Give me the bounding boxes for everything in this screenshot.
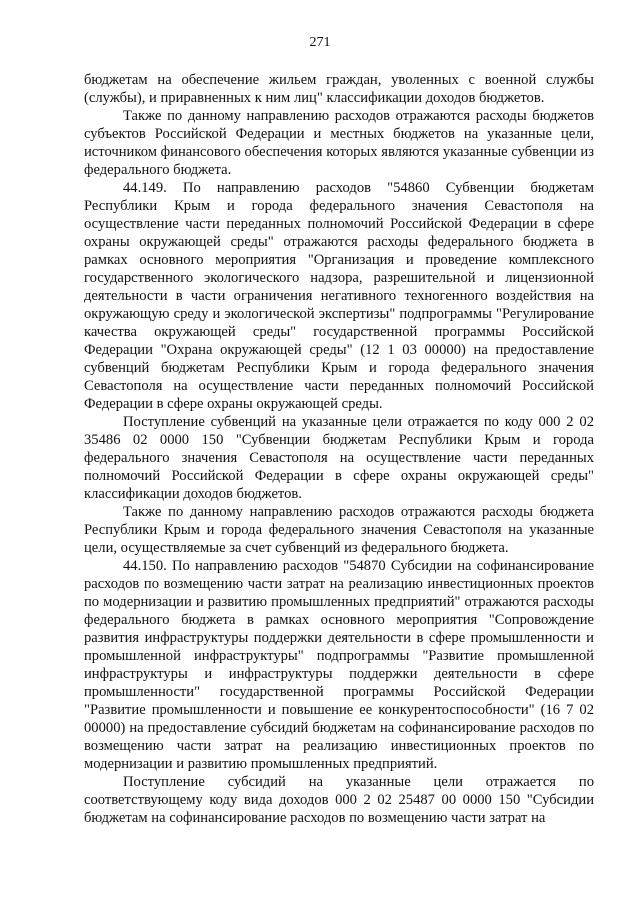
paragraph-continuation: бюджетам на обеспечение жильем граждан, уволенных с военной службы (службы), и приравненных к ним лиц" классификации доходов бюджетов.: [84, 72, 594, 106]
paragraph-subsidy-receipt: Поступление субсидий на указанные цели отражается по соответствующему коду вида доходов 000 2 02 25487 00 0000 150 "Субсидии бюджетам на софинансирование расходов по возмещению части затрат на: [84, 774, 594, 826]
paragraph-item-44-150: 44.150. По направлению расходов "54870 Субсидии на софинансирование расходов по возмещению части затрат на реализацию инвестиционных проектов по модернизации и развитию промышленных предприятий" отражаются расходы федерального бюджета в рамках основного мероприятия "Сопровождение развития инфраструктуры поддержки деятельности в сфере промышленности и промышленной инфраструктуры" подпрограммы "Развитие промышленной инфраструктуры и инфраструктуры поддержки деятельности в сфере промышленности" государственной программы Российской Федерации "Развитие промышленности и повышение ее конкурентоспособности" (16 7 02 00000) на предоставление субсидий бюджетам на софинансирование расходов по возмещению части затрат на реализацию инвестиционных проектов по модернизации и развитию промышленных предприятий.: [84, 558, 594, 772]
paragraph-subvention-receipt: Поступление субвенций на указанные цели отражается по коду 000 2 02 35486 02 0000 150 "Субвенции бюджетам Республики Крым и города федерального значения Севастополя на осуществление части переданных полномочий Российской Федерации в сфере охраны окружающей среды" классификации доходов бюджетов.: [84, 414, 594, 502]
page-number: 271: [309, 35, 331, 50]
paragraph-crimea-expenses: Также по данному направлению расходов отражаются расходы бюджета Республики Крым и города федерального значения Севастополя на указанные цели, осуществляемые за счет субвенций из федерального бюджета.: [84, 504, 594, 556]
paragraph-item-44-149: 44.149. По направлению расходов "54860 Субвенции бюджетам Республики Крым и города федерального значения Севастополя на осуществление части переданных полномочий Российской Федерации в сфере охраны окружающей среды" отражаются расходы федерального бюджета в рамках основного мероприятия "Организация и проведение комплексного государственного экологического надзора, разрешительной и лицензионной деятельности в части ограничения негативного техногенного воздействия на окружающую среду и экологической экспертизы" подпрограммы "Регулирование качества окружающей среды" государственной программы Российской Федерации "Охрана окружающей среды" (12 1 03 00000) на предоставление субвенций бюджетам Республики Крым и города федерального значения Севастополя на осуществление части переданных полномочий Российской Федерации в сфере охраны окружающей среды.: [84, 180, 594, 412]
document-body: [84, 71, 594, 827]
paragraph-regional-expenses: Также по данному направлению расходов отражаются расходы бюджетов субъектов Российской Федерации и местных бюджетов на указанные цели, источником финансового обеспечения которых являются указанные субвенции из федерального бюджета.: [84, 108, 594, 178]
